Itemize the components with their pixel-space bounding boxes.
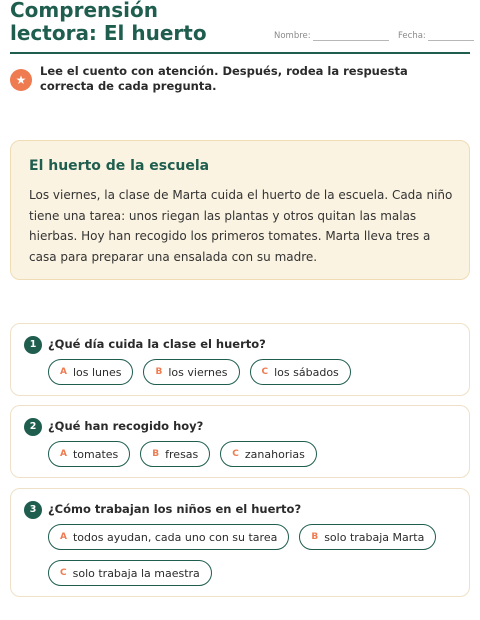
- answer-options: [48, 359, 463, 385]
- answer-option-b[interactable]: [143, 359, 239, 385]
- name-label: Nombre:: [274, 31, 311, 41]
- question-card-3: [10, 488, 470, 597]
- option-text: los lunes: [72, 365, 122, 379]
- option-letter: A: [60, 449, 67, 459]
- option-letter: C: [261, 367, 269, 377]
- option-letter: A: [60, 532, 67, 542]
- page-title: Comprensión lectora: El huerto: [10, 0, 207, 45]
- question-text: ¿Cómo trabajan los niños en el huerto?: [48, 502, 302, 516]
- option-text: todos ayudan, cada uno con su tarea: [72, 530, 278, 544]
- question-number: 2: [24, 418, 42, 436]
- star-icon: ★: [10, 69, 32, 91]
- answer-options: [48, 524, 463, 586]
- answer-option-a[interactable]: [48, 359, 133, 385]
- option-text: fresas: [165, 447, 199, 461]
- instructions: [10, 63, 470, 97]
- question-card-1: [10, 323, 470, 396]
- question-number: 1: [24, 336, 42, 354]
- story-text: Los viernes, la clase de Marta cuida el huerto de la escuela. Cada niño tiene una tarea: unos riegan las plantas y otros quitan las malas hierbas. Hoy han recogido los primeros tomates. Marta lleva tres a casa para preparar una ensalada con su madre.: [29, 188, 453, 264]
- answer-option-c[interactable]: [250, 359, 351, 385]
- story-title: El huerto de la escuela: [29, 158, 210, 174]
- date-field[interactable]: [398, 31, 474, 41]
- option-text: solo trabaja Marta: [324, 530, 425, 544]
- option-letter: C: [232, 449, 239, 459]
- answer-option-c[interactable]: [48, 560, 212, 586]
- answer-option-b[interactable]: [299, 524, 436, 550]
- date-line[interactable]: [428, 33, 474, 41]
- answer-option-c[interactable]: [220, 441, 317, 467]
- option-text: zanahorias: [244, 447, 305, 461]
- option-text: los sábados: [274, 365, 339, 379]
- option-letter: B: [155, 367, 163, 377]
- answer-options: [48, 441, 463, 467]
- worksheet-header: [10, 0, 470, 54]
- name-line[interactable]: [313, 33, 389, 41]
- option-text: tomates: [72, 447, 119, 461]
- option-letter: A: [60, 367, 67, 377]
- answer-option-a[interactable]: [48, 441, 130, 467]
- answer-option-b[interactable]: [140, 441, 210, 467]
- option-letter: B: [311, 532, 319, 542]
- date-label: Fecha:: [398, 31, 426, 41]
- question-card-2: [10, 405, 470, 478]
- option-letter: C: [60, 568, 67, 578]
- option-text: los viernes: [168, 365, 228, 379]
- answer-option-a[interactable]: [48, 524, 289, 550]
- question-text: ¿Qué día cuida la clase el huerto?: [48, 337, 266, 351]
- name-field[interactable]: [274, 31, 389, 41]
- question-text: ¿Qué han recogido hoy?: [48, 419, 204, 433]
- option-text: solo trabaja la maestra: [72, 566, 200, 580]
- question-number: 3: [24, 501, 42, 519]
- story-card: [10, 140, 470, 280]
- option-letter: B: [152, 449, 160, 459]
- instructions-text: Lee el cuento con atención. Después, rodea la respuesta correcta de cada pregunta.: [40, 64, 408, 93]
